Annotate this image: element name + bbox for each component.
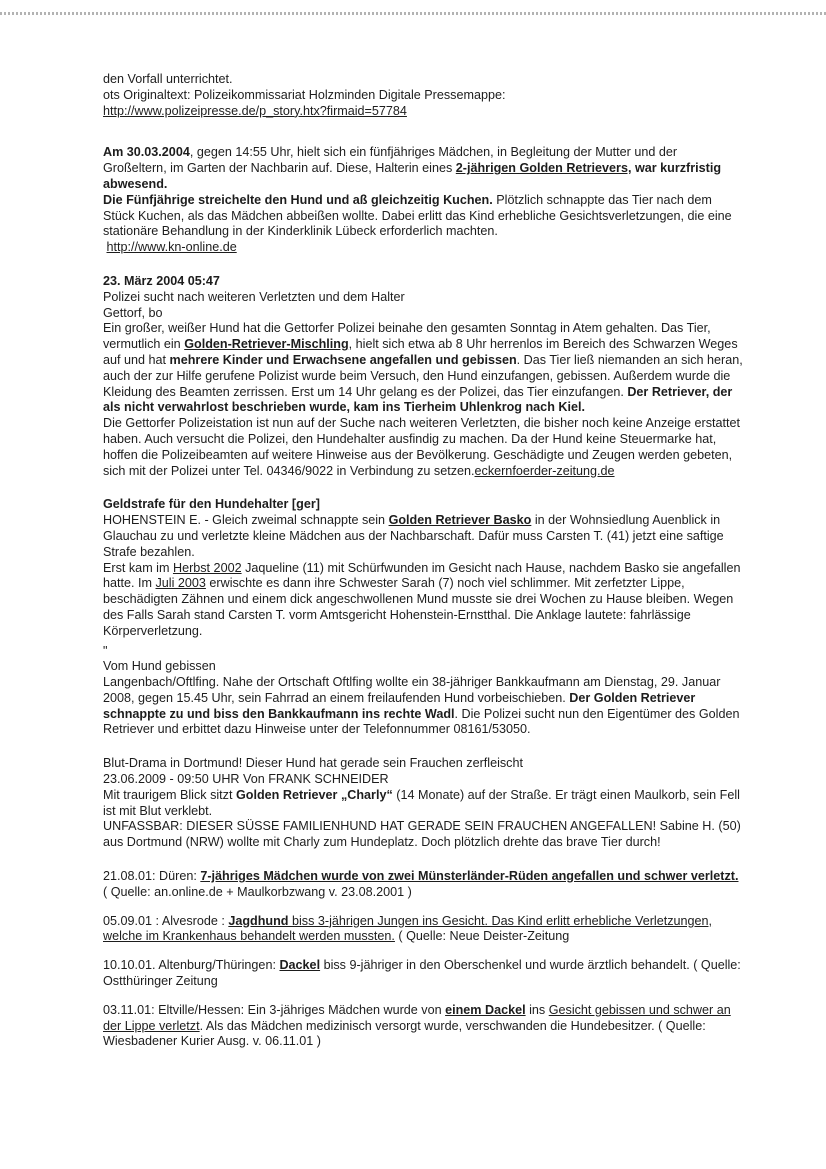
report-place: Gettorf, bo (103, 305, 163, 320)
report-heading: Geldstrafe für den Hundehalter [ger] (103, 497, 320, 512)
report-altenburg (103, 958, 743, 990)
text-run-bold: war kurzfristig abwesend. (103, 161, 722, 191)
text-run-bold: mehrere Kinder und Erwachsene angefallen und gebissen (169, 352, 517, 367)
text-run: in der Wohnsiedlung Auenblick in Glauchau zu und verletzte kleine Mädchen aus der Nachbarschaft. Dafür muss Carsten T. (41) jetzt eine saftige Strafe bezahlen. (103, 513, 724, 559)
report-eltville (103, 1003, 743, 1050)
report-alvesrode (103, 914, 743, 946)
report-holzminden-end (103, 72, 743, 119)
dog-breed: Golden Retriever „Charly“ (235, 787, 393, 802)
report-heading: 23. März 2004 05:47 (103, 273, 220, 288)
paragraph (103, 914, 743, 946)
text-run: Mit traurigem Blick sitzt (103, 787, 236, 802)
scan-edge-artifact (0, 12, 826, 15)
dog-breed: 2-jährigen Golden Retrievers, (455, 161, 632, 176)
date-underlined: Juli 2003 (155, 576, 206, 591)
text-run: Die Gettorfer Polizeistation ist nun auf der Suche nach weiteren Verletzten, die bisher noch keine Anzeige erstattet haben. Auch versucht die Polizei, den Hundehalter ausfindig zu machen. Da der Hund keine Steuermarke hat, hoffen die Polizeibeamten auf weitere Hinweise aus der Bevölkerung. Geschädigte und Zeugen werden gebeten, sich mit der Polizei unter Tel. 04346/9022 in Verbindung zu setzen. (103, 416, 741, 478)
text-run: , gegen 14:55 Uhr, hielt sich ein fünfjähriges Mädchen, in Begleitung der Mutter und der Großeltern, im Garten der Nachbarin auf. Diese, Halterin eines (103, 145, 678, 176)
text-line: ots Originaltext: Polizeikommissariat Holzminden Digitale Pressemappe: (103, 87, 506, 102)
text-run-underlined: Gesicht gebissen und schwer an der Lippe verletzt (103, 1002, 731, 1033)
text-run-bold: Der Golden Retriever schnappte zu und biss den Bankkaufmann ins rechte Wadl (103, 690, 696, 721)
paragraph (103, 145, 743, 192)
paragraph (103, 958, 743, 990)
report-heading: Blut-Drama in Dortmund! Dieser Hund hat gerade sein Frauchen zerfleischt (103, 756, 523, 771)
text-run: Plötzlich schnappte das Tier nach dem Stück Kuchen, als das Mädchen abbeißen wollte. Dabei erlitt das Kind erhebliche Gesichtsverletzungen, die eine stationäre Behandlung in der Kinderklinik Lübeck erforderlich machten. (103, 192, 732, 239)
report-dueren (103, 869, 743, 901)
source-link[interactable]: http://www.kn-online.de (106, 240, 237, 255)
text-run-bold: 7-jähriges Mädchen wurde von zwei Münsterländer-Rüden angefallen und schwer verletzt. (200, 869, 739, 884)
dog-breed: Golden-Retriever-Mischling (184, 337, 349, 352)
report-oftlfing (103, 659, 743, 738)
text-run: ( Quelle: an.online.de + Maulkorbzwang v. 23.08.2001 ) (103, 884, 412, 899)
report-date: 05.09.01 : Alvesrode : (103, 913, 229, 928)
paragraph (103, 869, 743, 901)
source-link[interactable]: eckernfoerder-zeitung.de (474, 463, 615, 478)
report-dortmund (103, 756, 743, 851)
text-run: . Die Polizei sucht nun den Eigentümer des Golden Retriever und erbittet dazu Hinweise unter der Telefonnummer 08161/53050. (103, 706, 740, 737)
date-underlined: Herbst 2002 (172, 560, 242, 575)
dog-breed: Dackel (279, 958, 321, 973)
text-run: . Das Tier ließ niemanden an sich heran, auch der zur Hilfe gerufene Polizist wurde beim Versuch, den Hund einzufangen, gebissen. Außerdem wurde die Kleidung des Beamten zerrissen. Erst um 14 Uhr gelang es der Polizei, das Tier einzufangen. (103, 352, 743, 399)
document-page (103, 72, 743, 1050)
text-run: (14 Monate) auf der Straße. Er trägt einen Maulkorb, sein Fell ist mit Blut verklebt. (103, 787, 740, 818)
dog-breed: Jagdhund (228, 913, 289, 928)
dog-breed: einem Dackel (445, 1002, 526, 1017)
stray-mark: " (103, 643, 108, 658)
text-run: Langenbach/Oftlfing. Nahe der Ortschaft Oftlfing wollte ein 38-jähriger Bankkaufmann am Dienstag, 29. Januar 2008, gegen 15.45 Uhr, sein Fahrrad an einem freilaufenden Hund vorbeischieben. (103, 675, 721, 705)
report-date: 10.10.01. Altenburg/Thüringen: (103, 958, 280, 973)
text-run-bold: Der Retriever, der als nicht verwahrlost beschrieben wurde, kam ins Tierheim Uhlenkrog nach Kiel. (103, 384, 733, 415)
paragraph (103, 513, 743, 560)
text-line: den Vorfall unterrichtet. (103, 72, 233, 86)
paragraph (103, 193, 743, 240)
text-run: biss 9-jähriger in den Oberschenkel und wurde ärztlich behandelt. ( Quelle: Ostthüringer Zeitung (103, 958, 741, 989)
text-run: Erst kam im (103, 560, 173, 575)
paragraph (103, 561, 743, 640)
report-byline: 23.06.2009 - 09:50 UHR Von FRANK SCHNEIDER (103, 772, 389, 787)
text-run: ( Quelle: Neue Deister-Zeitung (394, 929, 570, 944)
paragraph (103, 321, 743, 416)
paragraph (103, 1003, 743, 1050)
paragraph (103, 788, 743, 820)
report-luebeck (103, 145, 743, 256)
report-date: 03.11.01: Eltville/Hessen: Ein 3-jähriges Mädchen wurde von (103, 1002, 446, 1017)
report-gettorf (103, 274, 743, 479)
text-run: Jaqueline (11) mit Schürfwunden im Gesicht nach Hause, nachdem Basko sie angefallen hatte. Im (103, 560, 741, 591)
text-run: , hielt sich etwa ab 8 Uhr herrenlos im Bereich des Schwarzen Weges auf und hat (103, 337, 738, 367)
paragraph (103, 416, 743, 479)
text-run: . Als das Mädchen medizinisch versorgt wurde, verschwanden die Hundebesitzer. ( Quelle: Wiesbadener Kurier Ausg. v. 06.11.01 ) (103, 1018, 706, 1049)
report-date: Am 30.03.2004 (103, 145, 190, 160)
text-run: Ein großer, weißer Hund hat die Gettorfer Polizei beinahe den gesamten Sonntag in Atem gehalten. Das Tier, vermutlich ein (103, 321, 711, 352)
report-date: 21.08.01: Düren: (103, 869, 201, 884)
text-run: HOHENSTEIN E. - Gleich zweimal schnappte sein (103, 513, 389, 528)
text-run-bold: Die Fünfjährige streichelte den Hund und aß gleichzeitig Kuchen. (103, 192, 493, 207)
report-subtitle: Polizei sucht nach weiteren Verletzten und dem Halter (103, 289, 405, 304)
text-run: erwischte es dann ihre Schwester Sarah (7) noch viel schlimmer. Mit zerfetzter Lippe, beschädigten Zähnen und einem dick angeschwollenen Mund musste sie drei Wochen zu Hause bleiben. Wegen des Falls Sarah stand Carsten T. vorm Amtsgericht Hohenstein-Ernstthal. Die Anklage lautete: fahrlässige Körperverletzung. (103, 576, 734, 638)
text-run: ins (525, 1002, 549, 1017)
source-link[interactable]: http://www.polizeipresse.de/p_story.htx?firmaid=57784 (103, 103, 407, 118)
dog-breed: Golden Retriever Basko (388, 513, 532, 528)
paragraph: UNFASSBAR: DIESER SÜSSE FAMILIENHUND HAT GERADE SEIN FRAUCHEN ANGEFALLEN! Sabine H. (50) aus Dortmund (NRW) wollte mit Charly zum Hundeplatz. Doch plötzlich drehte das brave Tier durch! (103, 819, 741, 850)
paragraph (103, 675, 743, 738)
text-run-underlined: biss 3-jährigen Jungen ins Gesicht. Das Kind erlitt erhebliche Verletzungen, welche im Krankenhaus behandelt werden mussten. (103, 913, 713, 944)
report-glauchau (103, 497, 743, 659)
report-heading: Vom Hund gebissen (103, 659, 216, 674)
